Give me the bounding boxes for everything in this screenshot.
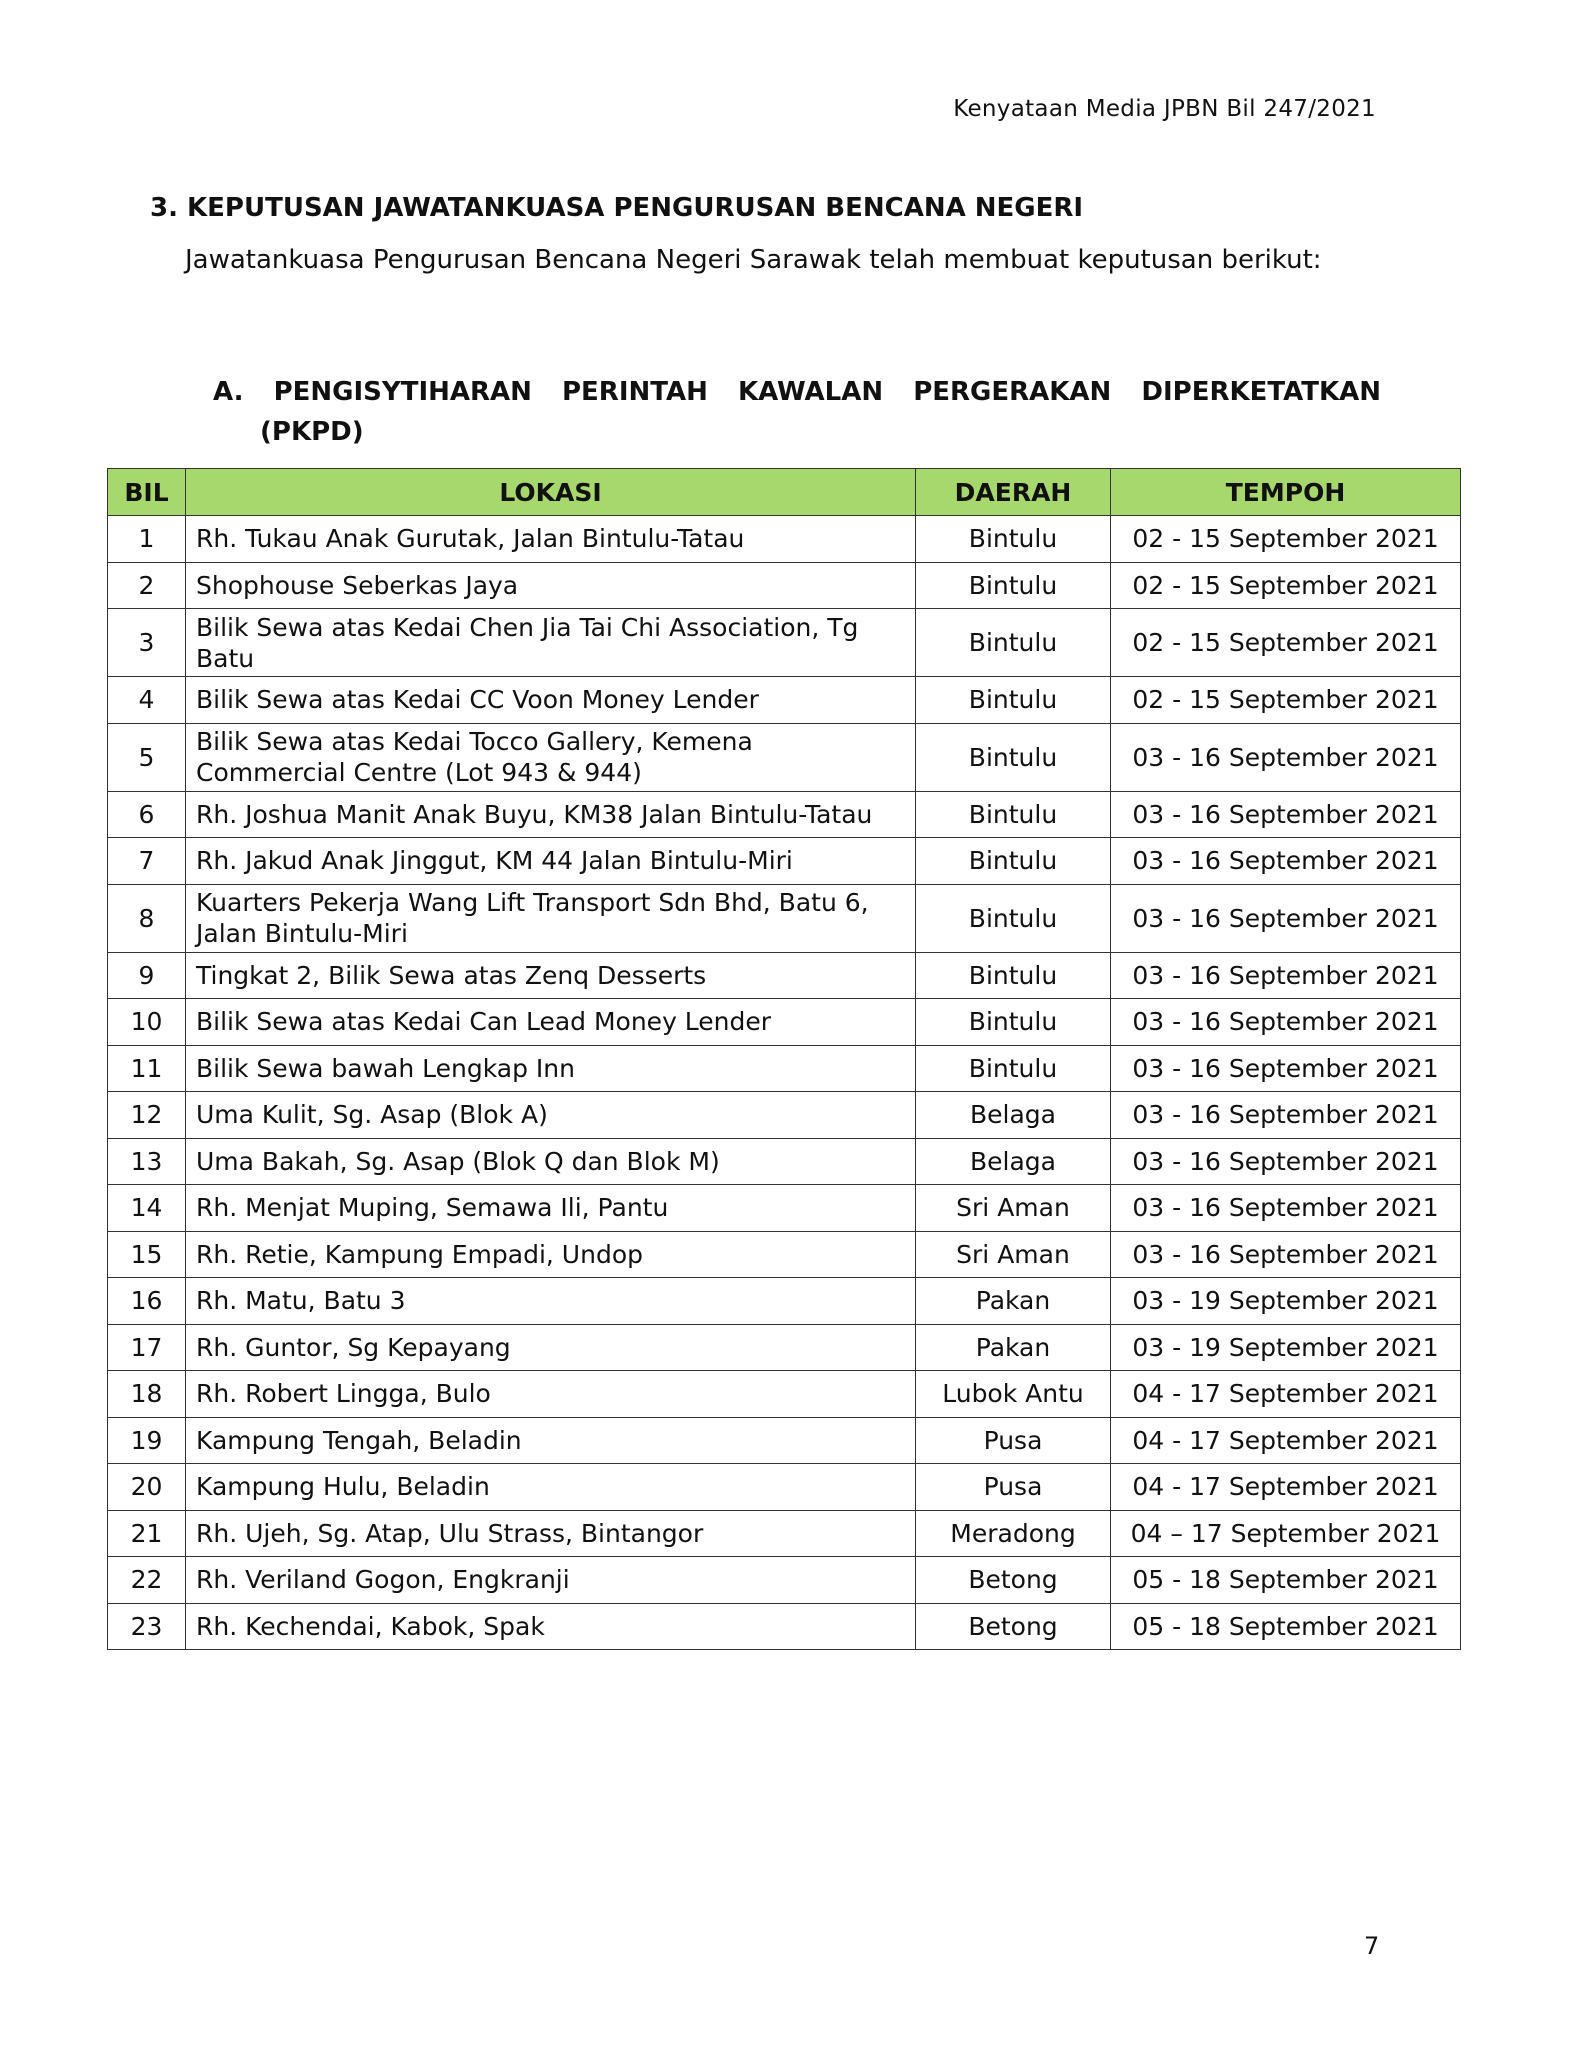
cell-daerah: Belaga bbox=[916, 1138, 1111, 1185]
cell-daerah: Sri Aman bbox=[916, 1231, 1111, 1278]
cell-lokasi: Bilik Sewa atas Kedai Chen Jia Tai Chi Association, Tg Batu bbox=[186, 609, 916, 677]
cell-lokasi: Rh. Retie, Kampung Empadi, Undop bbox=[186, 1231, 916, 1278]
cell-lokasi: Rh. Ujeh, Sg. Atap, Ulu Strass, Bintangor bbox=[186, 1510, 916, 1557]
cell-bil: 11 bbox=[108, 1045, 186, 1092]
cell-tempoh: 02 - 15 September 2021 bbox=[1111, 562, 1461, 609]
cell-bil: 3 bbox=[108, 609, 186, 677]
section-intro: Jawatankuasa Pengurusan Bencana Negeri Sarawak telah membuat keputusan berikut: bbox=[185, 245, 1322, 275]
cell-tempoh: 02 - 15 September 2021 bbox=[1111, 677, 1461, 724]
subsection-title-word: PENGISYTIHARAN bbox=[273, 377, 532, 407]
subsection-title-line1 bbox=[213, 372, 1381, 412]
table-row bbox=[108, 677, 1461, 724]
cell-lokasi: Bilik Sewa atas Kedai Can Lead Money Lender bbox=[186, 999, 916, 1046]
table-row bbox=[108, 1464, 1461, 1511]
cell-daerah: Lubok Antu bbox=[916, 1371, 1111, 1418]
subsection-title-word: KAWALAN bbox=[737, 377, 884, 407]
cell-bil: 9 bbox=[108, 952, 186, 999]
cell-daerah: Bintulu bbox=[916, 1045, 1111, 1092]
pkpd-table bbox=[107, 468, 1461, 1650]
table-row bbox=[108, 1092, 1461, 1139]
cell-daerah: Pakan bbox=[916, 1324, 1111, 1371]
column-header-lokasi: LOKASI bbox=[186, 469, 916, 516]
cell-lokasi: Bilik Sewa atas Kedai CC Voon Money Lender bbox=[186, 677, 916, 724]
cell-tempoh: 03 - 19 September 2021 bbox=[1111, 1324, 1461, 1371]
cell-bil: 16 bbox=[108, 1278, 186, 1325]
cell-tempoh: 04 - 17 September 2021 bbox=[1111, 1464, 1461, 1511]
cell-bil: 22 bbox=[108, 1557, 186, 1604]
cell-bil: 14 bbox=[108, 1185, 186, 1232]
cell-daerah: Bintulu bbox=[916, 838, 1111, 885]
cell-bil: 20 bbox=[108, 1464, 186, 1511]
table-row bbox=[108, 1371, 1461, 1418]
cell-lokasi: Kampung Tengah, Beladin bbox=[186, 1417, 916, 1464]
cell-daerah: Sri Aman bbox=[916, 1185, 1111, 1232]
cell-daerah: Meradong bbox=[916, 1510, 1111, 1557]
cell-tempoh: 03 - 19 September 2021 bbox=[1111, 1278, 1461, 1325]
cell-lokasi: Rh. Matu, Batu 3 bbox=[186, 1278, 916, 1325]
cell-bil: 2 bbox=[108, 562, 186, 609]
page-number: 7 bbox=[1364, 1932, 1380, 1960]
table-row bbox=[108, 1510, 1461, 1557]
table-row bbox=[108, 1603, 1461, 1650]
cell-lokasi: Rh. Menjat Muping, Semawa Ili, Pantu bbox=[186, 1185, 916, 1232]
subsection-title-line2: (PKPD) bbox=[260, 417, 364, 447]
cell-daerah: Bintulu bbox=[916, 609, 1111, 677]
cell-lokasi: Rh. Jakud Anak Jinggut, KM 44 Jalan Bintulu-Miri bbox=[186, 838, 916, 885]
section-title: 3. KEPUTUSAN JAWATANKUASA PENGURUSAN BENCANA NEGERI bbox=[150, 193, 1084, 223]
cell-bil: 18 bbox=[108, 1371, 186, 1418]
table-row bbox=[108, 884, 1461, 952]
table-row bbox=[108, 791, 1461, 838]
cell-bil: 19 bbox=[108, 1417, 186, 1464]
cell-daerah: Bintulu bbox=[916, 999, 1111, 1046]
cell-daerah: Belaga bbox=[916, 1092, 1111, 1139]
cell-tempoh: 05 - 18 September 2021 bbox=[1111, 1557, 1461, 1604]
subsection-title-word: PERGERAKAN bbox=[913, 377, 1112, 407]
cell-lokasi: Rh. Guntor, Sg Kepayang bbox=[186, 1324, 916, 1371]
table-body bbox=[108, 516, 1461, 1650]
cell-tempoh: 04 - 17 September 2021 bbox=[1111, 1417, 1461, 1464]
table-row bbox=[108, 999, 1461, 1046]
table-row bbox=[108, 1045, 1461, 1092]
cell-lokasi: Tingkat 2, Bilik Sewa atas Zenq Desserts bbox=[186, 952, 916, 999]
column-header-tempoh: TEMPOH bbox=[1111, 469, 1461, 516]
cell-lokasi: Kuarters Pekerja Wang Lift Transport Sdn Bhd, Batu 6, Jalan Bintulu-Miri bbox=[186, 884, 916, 952]
table-row bbox=[108, 952, 1461, 999]
cell-bil: 4 bbox=[108, 677, 186, 724]
cell-bil: 1 bbox=[108, 516, 186, 563]
cell-bil: 6 bbox=[108, 791, 186, 838]
cell-daerah: Bintulu bbox=[916, 516, 1111, 563]
cell-bil: 21 bbox=[108, 1510, 186, 1557]
cell-daerah: Bintulu bbox=[916, 791, 1111, 838]
table-row bbox=[108, 723, 1461, 791]
cell-daerah: Bintulu bbox=[916, 952, 1111, 999]
cell-tempoh: 02 - 15 September 2021 bbox=[1111, 516, 1461, 563]
cell-tempoh: 03 - 16 September 2021 bbox=[1111, 838, 1461, 885]
table-row bbox=[108, 1417, 1461, 1464]
cell-tempoh: 03 - 16 September 2021 bbox=[1111, 1138, 1461, 1185]
cell-daerah: Betong bbox=[916, 1557, 1111, 1604]
table-header-row bbox=[108, 469, 1461, 516]
cell-bil: 13 bbox=[108, 1138, 186, 1185]
cell-lokasi: Kampung Hulu, Beladin bbox=[186, 1464, 916, 1511]
cell-daerah: Pakan bbox=[916, 1278, 1111, 1325]
table-row bbox=[108, 562, 1461, 609]
cell-lokasi: Rh. Joshua Manit Anak Buyu, KM38 Jalan Bintulu-Tatau bbox=[186, 791, 916, 838]
cell-daerah: Bintulu bbox=[916, 562, 1111, 609]
cell-lokasi: Rh. Kechendai, Kabok, Spak bbox=[186, 1603, 916, 1650]
column-header-bil: BIL bbox=[108, 469, 186, 516]
cell-lokasi: Bilik Sewa bawah Lengkap Inn bbox=[186, 1045, 916, 1092]
subsection-title-word: PERINTAH bbox=[561, 377, 708, 407]
cell-daerah: Bintulu bbox=[916, 884, 1111, 952]
table-row bbox=[108, 609, 1461, 677]
cell-bil: 8 bbox=[108, 884, 186, 952]
cell-lokasi: Shophouse Seberkas Jaya bbox=[186, 562, 916, 609]
cell-tempoh: 03 - 16 September 2021 bbox=[1111, 791, 1461, 838]
cell-bil: 12 bbox=[108, 1092, 186, 1139]
cell-bil: 10 bbox=[108, 999, 186, 1046]
cell-tempoh: 05 - 18 September 2021 bbox=[1111, 1603, 1461, 1650]
table-row bbox=[108, 1138, 1461, 1185]
cell-tempoh: 03 - 16 September 2021 bbox=[1111, 1045, 1461, 1092]
table-row bbox=[108, 838, 1461, 885]
cell-lokasi: Uma Bakah, Sg. Asap (Blok Q dan Blok M) bbox=[186, 1138, 916, 1185]
table-row bbox=[108, 1231, 1461, 1278]
cell-tempoh: 03 - 16 September 2021 bbox=[1111, 952, 1461, 999]
cell-lokasi: Rh. Veriland Gogon, Engkranji bbox=[186, 1557, 916, 1604]
subsection-title-word: A. bbox=[213, 377, 244, 407]
page-reference: Kenyataan Media JPBN Bil 247/2021 bbox=[953, 96, 1376, 122]
cell-tempoh: 04 – 17 September 2021 bbox=[1111, 1510, 1461, 1557]
cell-daerah: Pusa bbox=[916, 1417, 1111, 1464]
cell-tempoh: 03 - 16 September 2021 bbox=[1111, 884, 1461, 952]
cell-tempoh: 03 - 16 September 2021 bbox=[1111, 723, 1461, 791]
cell-lokasi: Rh. Robert Lingga, Bulo bbox=[186, 1371, 916, 1418]
subsection-title bbox=[213, 372, 1381, 452]
cell-lokasi: Bilik Sewa atas Kedai Tocco Gallery, Kemena Commercial Centre (Lot 943 & 944) bbox=[186, 723, 916, 791]
table-row bbox=[108, 516, 1461, 563]
cell-bil: 5 bbox=[108, 723, 186, 791]
cell-daerah: Betong bbox=[916, 1603, 1111, 1650]
cell-daerah: Bintulu bbox=[916, 723, 1111, 791]
cell-tempoh: 04 - 17 September 2021 bbox=[1111, 1371, 1461, 1418]
cell-tempoh: 03 - 16 September 2021 bbox=[1111, 1231, 1461, 1278]
cell-bil: 23 bbox=[108, 1603, 186, 1650]
cell-tempoh: 03 - 16 September 2021 bbox=[1111, 1185, 1461, 1232]
cell-lokasi: Uma Kulit, Sg. Asap (Blok A) bbox=[186, 1092, 916, 1139]
table-row bbox=[108, 1185, 1461, 1232]
cell-tempoh: 02 - 15 September 2021 bbox=[1111, 609, 1461, 677]
cell-bil: 17 bbox=[108, 1324, 186, 1371]
cell-tempoh: 03 - 16 September 2021 bbox=[1111, 1092, 1461, 1139]
table-row bbox=[108, 1324, 1461, 1371]
table-row bbox=[108, 1278, 1461, 1325]
cell-bil: 7 bbox=[108, 838, 186, 885]
column-header-daerah: DAERAH bbox=[916, 469, 1111, 516]
table-row bbox=[108, 1557, 1461, 1604]
cell-bil: 15 bbox=[108, 1231, 186, 1278]
cell-daerah: Bintulu bbox=[916, 677, 1111, 724]
cell-daerah: Pusa bbox=[916, 1464, 1111, 1511]
cell-lokasi: Rh. Tukau Anak Gurutak, Jalan Bintulu-Tatau bbox=[186, 516, 916, 563]
subsection-title-word: DIPERKETATKAN bbox=[1141, 377, 1381, 407]
cell-tempoh: 03 - 16 September 2021 bbox=[1111, 999, 1461, 1046]
